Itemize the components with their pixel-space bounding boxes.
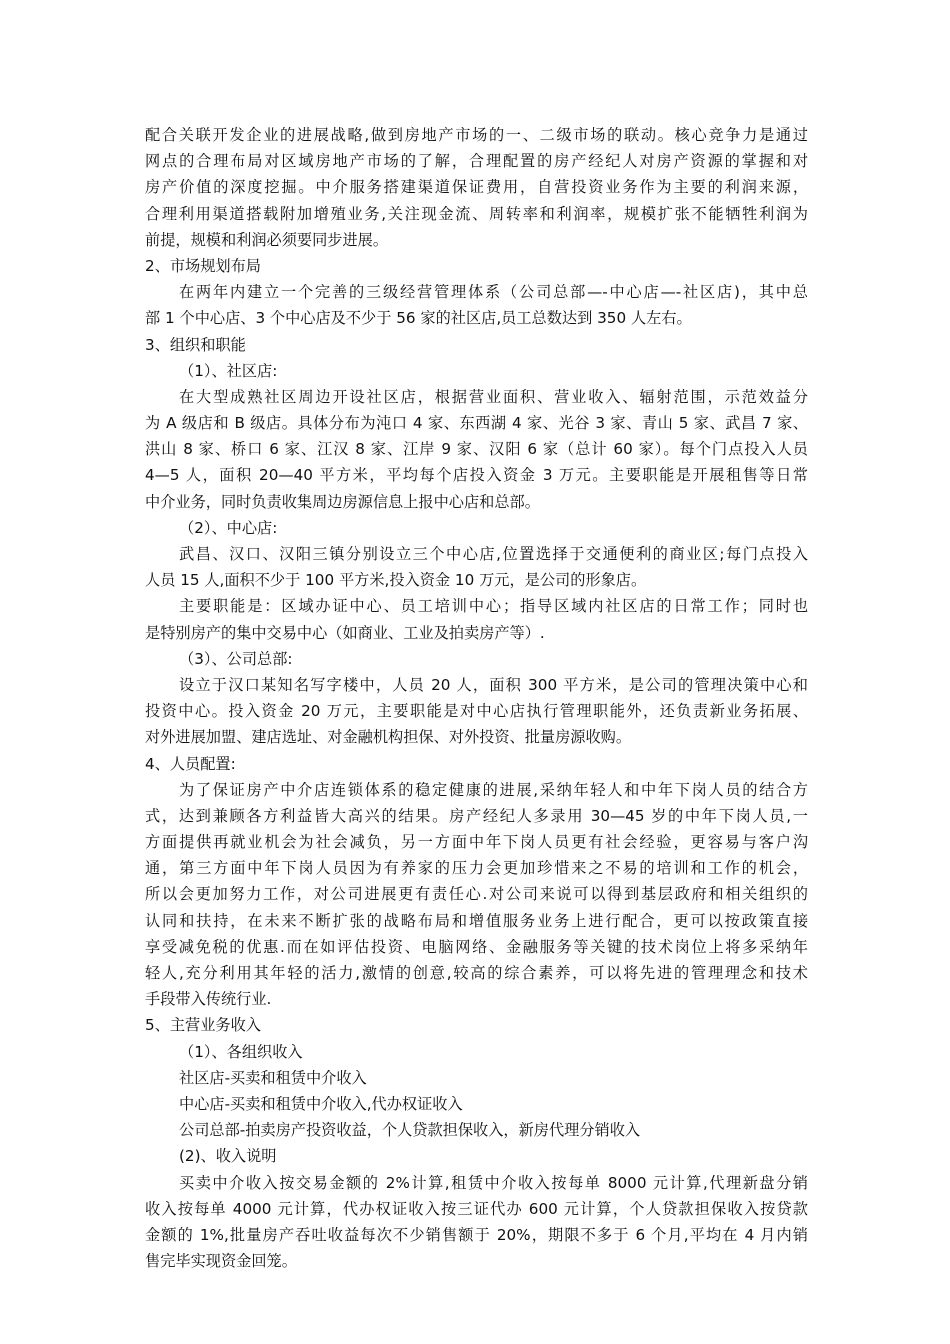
subheading-headquarters: （3）、公司总部: xyxy=(179,649,293,668)
text-line: 人员 15 人,面积不少于 100 平方米,投入资金 10 万元，是公司的形象店。 xyxy=(145,571,647,590)
text-line: 配合关联开发企业的进展战略,做到房地产市场的一、二级市场的联动。核心竞争力是通过 xyxy=(145,126,808,144)
text-line: 部 1 个中心店、3 个中心店及不少于 56 家的社区店,员工总数达到 350 人左右。 xyxy=(145,309,692,328)
text-line: 房产价值的深度挖掘。中介服务搭建渠道保证费用，自营投资业务作为主要的利润来源， xyxy=(145,178,808,197)
text-line: 主要职能是：区域办证中心、员工培训中心；指导区域内社区店的日常工作；同时也 xyxy=(179,597,808,616)
text-line: 手段带入传统行业. xyxy=(145,990,272,1009)
revenue-item-community-store: 社区店-买卖和租赁中介收入 xyxy=(179,1068,367,1087)
section-heading-organization: 3、组织和职能 xyxy=(145,335,246,354)
text-line: 式，达到兼顾各方利益皆大高兴的结果。房产经纪人多录用 30—45 岁的中年下岗人员,一 xyxy=(145,806,808,825)
subheading-community-store: （1）、社区店: xyxy=(179,361,278,380)
text-line: 通，第三方面中年下岗人员因为有养家的压力会更加珍惜来之不易的培训和工作的机会， xyxy=(145,859,808,878)
text-line: 前提，规模和利润必须要同步进展。 xyxy=(145,230,388,249)
text-line: 武昌、汉口、汉阳三镇分别设立三个中心店,位置选择于交通便利的商业区;每门点投入 xyxy=(179,545,808,563)
text-line: 中介业务，同时负责收集周边房源信息上报中心店和总部。 xyxy=(145,492,540,511)
subheading-revenue-notes: (2)、收入说明 xyxy=(179,1147,277,1166)
text-line: 买卖中介收入按交易金额的 2%计算,租赁中介收入按每单 8000 元计算,代理新盘分销 xyxy=(179,1173,808,1192)
text-line: 为 A 级店和 B 级店。具体分布为沌口 4 家、东西湖 4 家、光谷 3 家、青山 5 家、武昌 7 家、 xyxy=(145,414,808,433)
text-line: 在两年内建立一个完善的三级经营管理体系（公司总部—-中心店—-社区店)，其中总 xyxy=(179,283,808,302)
text-line: 洪山 8 家、桥口 6 家、江汉 8 家、江岸 9 家、汉阳 6 家（总计 60 家）。每个门点投入人员 xyxy=(145,440,808,459)
paragraph-community-store xyxy=(145,384,808,515)
text-line: 金额的 1%,批量房产吞吐收益每次不少销售额于 20%，期限不多于 6 个月,平均在 4 月内销 xyxy=(145,1225,808,1244)
revenue-item-center-store: 中心店-买卖和租赁中介收入,代办权证收入 xyxy=(179,1094,463,1113)
text-line: 设立于汉口某知名写字楼中，人员 20 人，面积 300 平方米，是公司的管理决策中心和 xyxy=(179,675,808,694)
text-line: 在大型成熟社区周边开设社区店，根据营业面积、营业收入、辐射范围，示范效益分 xyxy=(179,387,808,406)
text-line: 是特别房产的集中交易中心（如商业、工业及拍卖房产等）. xyxy=(145,623,545,642)
text-line: 为了保证房产中介店连锁体系的稳定健康的进展,采纳年轻人和中年下岗人员的结合方 xyxy=(179,780,808,799)
section-heading-market-layout: 2、市场规划布局 xyxy=(145,256,261,275)
subheading-org-revenue: （1）、各组织收入 xyxy=(179,1042,303,1061)
text-line: 投资中心。投入资金 20 万元，主要职能是对中心店执行管理职能外，还负责新业务拓展、 xyxy=(145,702,808,721)
revenue-item-headquarters: 公司总部-拍卖房产投资收益，个人贷款担保收入，新房代理分销收入 xyxy=(179,1121,641,1140)
text-line: 对外进展加盟、建店选址、对金融机构担保、对外投资、批量房源收购。 xyxy=(145,728,631,747)
text-line: 网点的合理布局对区域房地产市场的了解，合理配置的房产经纪人对房产资源的掌握和对 xyxy=(145,152,808,171)
paragraph-market-layout xyxy=(145,279,808,331)
subheading-center-store: （2）、中心店: xyxy=(179,518,278,537)
paragraph-strategy xyxy=(145,122,808,253)
paragraph-headquarters xyxy=(145,672,808,751)
text-line: 享受减免税的优惠.而在如评估投资、电脑网络、金融服务等关键的技术岗位上将多采纳年 xyxy=(145,937,808,956)
text-line: 合理利用渠道搭载附加增殖业务,关注现金流、周转率和利润率，规模扩张不能牺牲利润为 xyxy=(145,204,808,223)
document-page xyxy=(145,122,808,1274)
paragraph-center-store xyxy=(145,541,808,593)
text-line: 收入按每单 4000 元计算，代办权证收入按三证代办 600 元计算，个人贷款担保收入按贷款 xyxy=(145,1199,808,1218)
section-heading-revenue: 5、主营业务收入 xyxy=(145,1016,261,1035)
text-line: 轻人,充分利用其年轻的活力,激情的创意,较高的综合素养，可以将先进的管理理念和技术 xyxy=(145,964,808,982)
text-line: 4—5 人，面积 20—40 平方米，平均每个店投入资金 3 万元。主要职能是开展租售等日常 xyxy=(145,466,808,485)
text-line: 认同和扶持，在未来不断扩张的战略布局和增值服务业务上进行配合，更可以按政策直接 xyxy=(145,911,808,930)
text-line: 所以会更加努力工作，对公司进展更有责任心.对公司来说可以得到基层政府和相关组织的 xyxy=(145,885,808,904)
paragraph-center-store-functions xyxy=(145,593,808,645)
section-heading-staffing: 4、人员配置: xyxy=(145,754,236,773)
text-line: 方面提供再就业机会为社会减负，另一方面中年下岗人员更有社会经验，更容易与客户沟 xyxy=(145,833,808,852)
paragraph-revenue-notes xyxy=(145,1170,808,1275)
paragraph-staffing xyxy=(145,777,808,1013)
text-line: 售完毕实现资金回笼。 xyxy=(145,1252,297,1271)
